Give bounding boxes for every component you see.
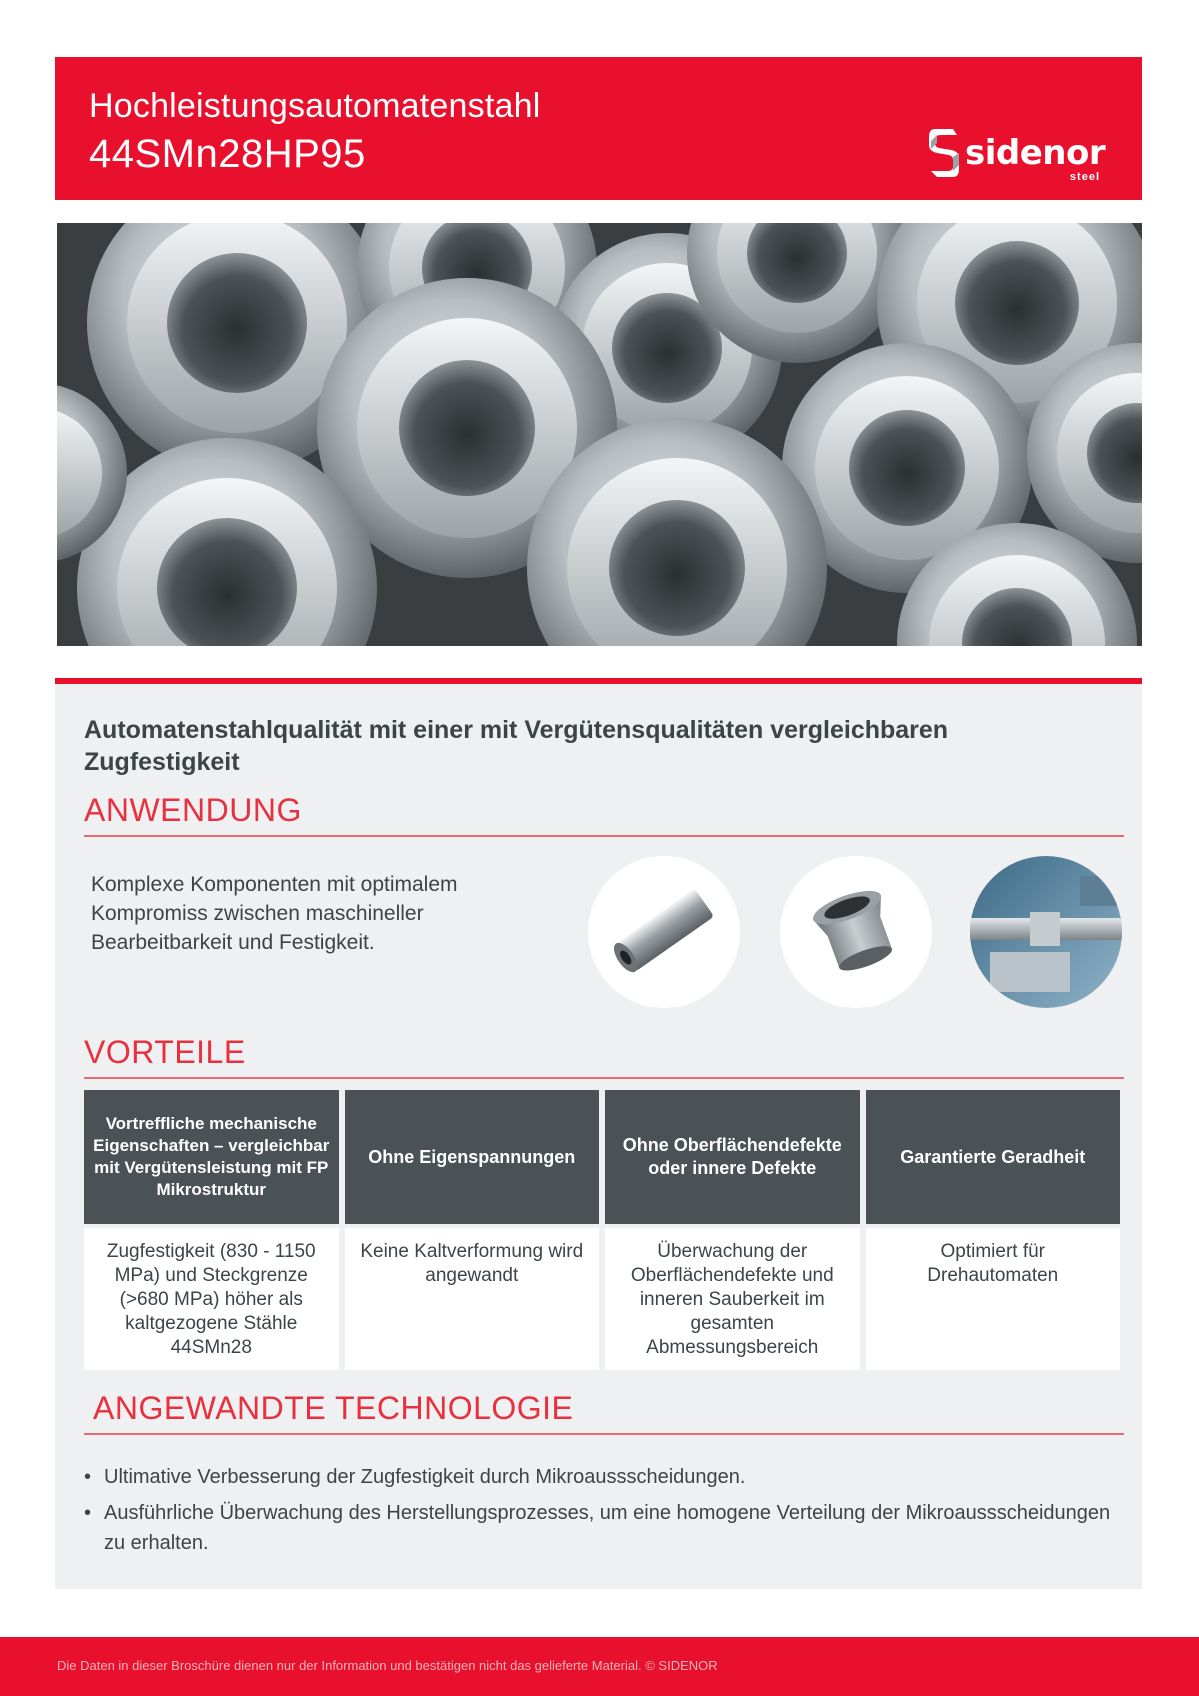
section-divider <box>84 835 1124 837</box>
footer-bar <box>0 1637 1199 1696</box>
logo-wordmark: sidenor <box>965 133 1106 173</box>
lathe-machining-image <box>970 856 1122 1008</box>
section-divider <box>84 1433 1124 1435</box>
bullet-icon: • <box>84 1466 92 1488</box>
anwendung-text: Komplexe Komponenten mit optimalem Kompromiss zwischen maschineller Bearbeitbarkeit und Festigkeit. <box>91 873 458 954</box>
advantage-description: Optimiert für Drehautomaten <box>866 1228 1121 1370</box>
advantage-description: Keine Kaltverformung wird angewandt <box>345 1228 600 1370</box>
sidenor-logo <box>927 127 1106 185</box>
tube-part-image <box>588 856 740 1008</box>
content-panel <box>55 678 1142 1589</box>
advantage-heading: Ohne Eigenspannungen <box>345 1090 600 1224</box>
steel-rings-illustration <box>57 223 1142 646</box>
application-image-tube <box>588 856 740 1008</box>
section-title-technologie: ANGEWANDTE TECHNOLOGIE <box>93 1390 574 1426</box>
application-image-bushing <box>780 856 932 1008</box>
sidenor-s-logo-icon <box>927 127 961 179</box>
title-line-2: 44SMn28HP95 <box>89 132 366 176</box>
bullet-icon: • <box>84 1502 92 1524</box>
list-item: • Ausführliche Überwachung des Herstellungsprozesses, um eine homogene Verteilung der Mikroaussscheidungen zu erhalten. <box>84 1498 1114 1558</box>
logo-subtitle: steel <box>1069 171 1100 183</box>
section-divider <box>84 1077 1124 1079</box>
technology-list <box>84 1462 1114 1564</box>
section-title-vorteile: VORTEILE <box>84 1034 246 1070</box>
application-image-lathe <box>970 856 1122 1008</box>
advantages-body-row <box>84 1228 1120 1370</box>
intro-heading: Automatenstahlqualität mit einer mit Vergütensqualitäten vergleichbaren Zugfestigkeit <box>84 716 949 776</box>
hero-image-steel-bushings <box>57 223 1142 646</box>
list-item: • Ultimative Verbesserung der Zugfestigkeit durch Mikroaussscheidungen. <box>84 1462 1114 1492</box>
advantage-heading: Ohne Oberflächendefekte oder innere Defekte <box>605 1090 860 1224</box>
advantages-header-row <box>84 1090 1120 1224</box>
advantages-table <box>84 1090 1120 1370</box>
section-title-anwendung: ANWENDUNG <box>84 792 302 828</box>
header-banner <box>55 57 1142 200</box>
footer-disclaimer: Die Daten in dieser Broschüre dienen nur der Information und bestätigen nicht das gelieferte Material. © SIDENOR <box>57 1658 718 1673</box>
advantage-heading: Vortreffliche mechanische Eigenschaften – vergleichbar mit Vergütensleistung mit FP Mikrostruktur <box>84 1090 339 1224</box>
advantage-description: Zugfestigkeit (830 - 1150 MPa) und Steckgrenze (>680 MPa) höher als kaltgezogene Stähle 44SMn28 <box>84 1228 339 1370</box>
advantage-heading: Garantierte Geradheit <box>866 1090 1121 1224</box>
advantage-description: Überwachung der Oberflächendefekte und inneren Sauberkeit im gesamten Abmessungsbereich <box>605 1228 860 1370</box>
bushing-part-image <box>780 856 932 1008</box>
title-line-1: Hochleistungsautomatenstahl <box>89 87 541 125</box>
